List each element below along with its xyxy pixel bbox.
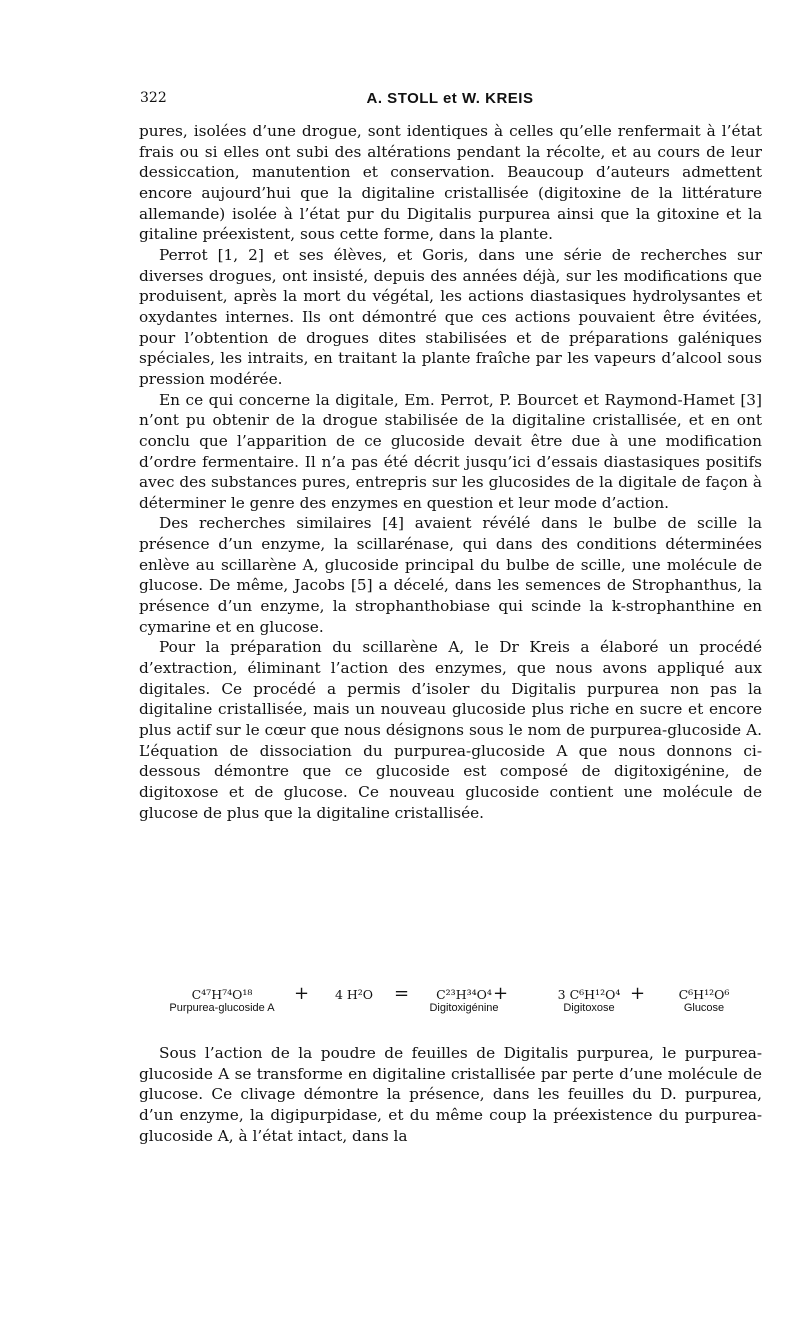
equation-operator: + — [630, 983, 646, 1004]
paragraph-2: Perrot [1, 2] et ses élèves, et Goris, dans une série de recherches sur diverses drogues, ont insisté, depuis des années déjà, sur les modifications que produisent, après la mort du végétal, les actions diastasiques hydrolysantes et oxydantes internes. Ils ont démontré que ces actions pouvaient être évitées, pour l’obtention de drogues dites stabilisées et de préparations galéniques spéciales, les intraits, en traitant la plante fraîche par les vapeurs d’alcool sous pression modérée. — [139, 245, 762, 388]
equation-term-reactant — [147, 987, 297, 1014]
equation-formula: C²³H³⁴O⁴ — [436, 987, 492, 1002]
equation-term-water — [319, 987, 389, 1002]
equation-term-glucose — [654, 987, 754, 1014]
equation-formula: C⁴⁷H⁷⁴O¹⁸ — [191, 987, 253, 1002]
running-head: A. STOLL et W. KREIS — [366, 90, 534, 107]
equation-operator: + — [294, 983, 310, 1004]
equation-label: Digitoxose — [563, 1002, 615, 1014]
equation-label: Glucose — [683, 1002, 725, 1014]
page-header — [140, 90, 760, 112]
dissociation-equation — [139, 983, 762, 1021]
equation-label: Purpurea-glucoside A — [169, 1002, 275, 1014]
page-number: 322 — [140, 90, 167, 106]
equation-operator: + — [493, 983, 509, 1004]
paragraph-6: Sous l’action de la poudre de feuilles de Digitalis purpurea, le purpurea-glucoside A se transforme en digitaline cristallisée par perte d’une molécule de glucose. Ce clivage démontre la présence, dans les feuilles du D. purpurea, d’un enzyme, la digipurpidase, et du même coup la préexistence du purpurea-glucoside A, à l’état intact, dans la — [139, 1044, 762, 1145]
closing-text — [139, 1043, 762, 1146]
equation-formula: C⁶H¹²O⁶ — [678, 987, 730, 1002]
equation-formula: 3 C⁶H¹²O⁴ — [557, 987, 621, 1002]
paragraph-3: En ce qui concerne la digitale, Em. Perrot, P. Bourcet et Raymond-Hamet [3] n’ont pu obtenir de la drogue stabilisée de la digitaline cristallisée, et en ont conclu que l’apparition de ce glucoside devait être due à une modification d’ordre fermentaire. Il n’a pas été décrit jusqu’ici d’essais diastasiques positifs avec des substances pures, entrepris sur les glucosides de la digitale de façon à déterminer le genre des enzymes en question et leur mode d’action. — [139, 390, 762, 512]
paragraph-4: Des recherches similaires [4] avaient révélé dans le bulbe de scille la présence d’un enzyme, la scillarénase, qui dans des conditions déterminées enlève au scillarène A, glucoside principal du bulbe de scille, une molécule de glucose. De même, Jacobs [5] a décelé, dans les semences de Strophanthus, la présence d’un enzyme, la strophanthobiase qui scinde la k-strophanthine en cymarine et en glucose. — [139, 514, 762, 636]
equation-label: Digitoxigénine — [429, 1002, 499, 1014]
paragraph-5: Pour la préparation du scillarène A, le Dr Kreis a élaboré un procédé d’extraction, éliminant l’action des enzymes, que nous avons appliqué aux digitales. Ce procédé a permis d’isoler du Digitalis purpurea non pas la digitaline cristallisée, mais un nouveau glucoside plus riche en sucre et encore plus actif sur le cœur que nous désignons sous le nom de purpurea-glucoside A. L’équation de dissociation du purpurea-glucoside A que nous donnons ci-dessous démontre que ce glucoside est composé de digitoxigénine, de digitoxose et de glucose. Ce nouveau glucoside contient une molécule de glucose de plus que la digitaline cristallisée. — [139, 638, 762, 822]
equation-formula: 4 H²O — [334, 987, 374, 1002]
paragraph-1: pures, isolées d’une drogue, sont identiques à celles qu’elle renfermait à l’état frais ou si elles ont subi des altérations pendant la récolte, et au cours de leur dessiccation, manutention et conservation. Beaucoup d’auteurs admettent encore aujourd’hui que la digitaline cristallisée (digitoxine de la littérature allemande) isolée à l’état pur du Digitalis purpurea ainsi que la gitoxine et la gitaline préexistent, sous cette forme, dans la plante. — [139, 122, 762, 244]
main-text — [139, 121, 762, 823]
equation-operator: = — [394, 983, 410, 1004]
